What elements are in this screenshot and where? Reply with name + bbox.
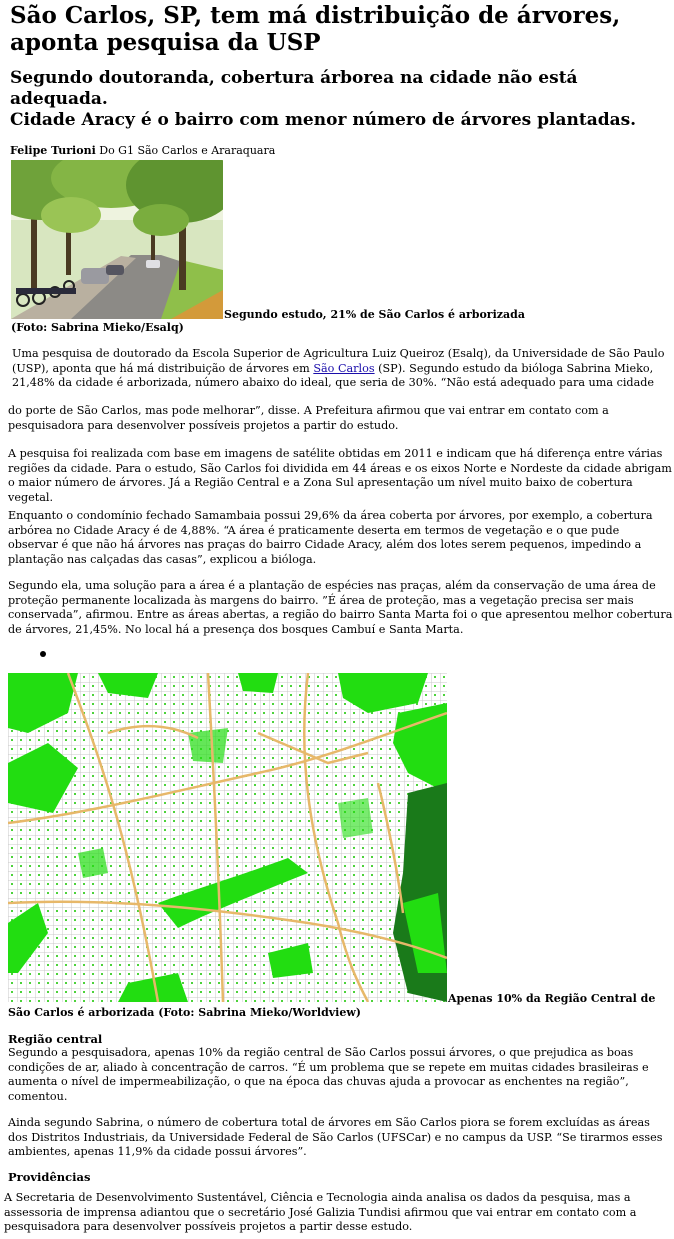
paragraph-8: A Secretaria de Desenvolvimento Sustentável, Ciência e Tecnologia ainda analisa os dados da pesquisa, mas a assessoria de imprensa adiantou que o secretário José Galizia Tundisi afirmou que vai entrar em contato com a pesquisadora para desenvolver possíveis projetos a partir desse estudo. xyxy=(4,1191,637,1233)
paragraph-5: Segundo ela, uma solução para a área é a plantação de espécies nas praças, além da conservação de uma área de proteção permanente localizada às margens do bairro. ”É área de proteção, mas a vegetação precisa ser mais conservada”, afirmou. Entre as áreas abertas, a região do bairro Santa Marta foi o que apresentou melhor cobertura de árvores, 21,45%. No local há a presença dos bosques Cambuí e Santa Marta. xyxy=(8,579,673,636)
paragraph-4: Enquanto o condomínio fechado Samambaia possui 29,6% da área coberta por árvores, por exemplo, a cobertura arbórea no Cidade Aracy é de 4,88%. “A área é praticamente deserta em termos de vegetação e o que pude observar é que não há árvores nas praças do bairro Cidade Aracy, além dos lotes serem pequenos, impedindo a plantação nas calçadas das casas”, explicou a bióloga. xyxy=(8,509,653,566)
sao-carlos-link[interactable]: São Carlos xyxy=(313,361,375,375)
author-name: Felipe Turioni xyxy=(10,144,96,157)
article-title: São Carlos, SP, tem má distribuição de árvores, aponta pesquisa da USP xyxy=(10,2,621,56)
subtitle-line-1: Segundo doutoranda, cobertura árborea na cidade não está adequada. xyxy=(10,68,578,109)
list-bullet xyxy=(40,651,46,657)
map-caption-line-2: São Carlos é arborizada (Foto: Sabrina Mieko/Worldview) xyxy=(8,1006,362,1019)
subtitle-line-2: Cidade Aracy é o bairro com menor número de árvores plantadas. xyxy=(10,110,637,130)
street-trees-photo xyxy=(11,160,223,319)
paragraph-3: A pesquisa foi realizada com base em imagens de satélite obtidas em 2011 e indicam que há diferença entre várias regiões da cidade. Para o estudo, São Carlos foi dividida em 44 áreas e os eixos Norte e Nordeste da cidade abrigam o maior número de árvores. Já a Região Central e a Zona Sul apresentação um nível muito baixo de cobertura vegetal. xyxy=(8,447,672,504)
byline xyxy=(10,144,275,158)
p1-text-b: (SP). Segundo estudo da bióloga Sabrina Mieko, 21,48% da cidade é arborizada, número abaixo do ideal, que seria de 30%. “Não está adequado para uma cidade xyxy=(12,361,655,389)
photo-caption-line-1: Segundo estudo, 21% de São Carlos é arborizada xyxy=(224,308,525,321)
photo-caption-line-2: (Foto: Sabrina Mieko/Esalq) xyxy=(11,321,184,334)
paragraph-7: Ainda segundo Sabrina, o número de cobertura total de árvores em São Carlos piora se forem excluídas as áreas dos Distritos Industriais, da Universidade Federal de São Carlos (UFSCar) e no campus da USP. “Se tirarmos esses ambientes, apenas 11,9% da cidade possui árvores”. xyxy=(8,1116,663,1158)
article-subtitle xyxy=(10,68,660,131)
section-title-providencias: Providências xyxy=(8,1170,91,1184)
paragraph-2: do porte de São Carlos, mas pode melhorar”, disse. A Prefeitura afirmou que vai entrar em contato com a pesquisadora para desenvolver possíveis projetos a partir do estudo. xyxy=(8,404,609,432)
map-caption-line-1: Apenas 10% da Região Central de xyxy=(448,992,656,1005)
p1-text-a: Uma pesquisa de doutorado da Escola Superior de Agricultura Luiz Queiroz (Esalq), da Universidade de São Paulo (USP), aponta que há má distribuição de árvores em xyxy=(12,347,665,375)
section-title-regiao-central: Região central xyxy=(8,1032,103,1046)
paragraph-1 xyxy=(12,347,672,391)
tree-coverage-map xyxy=(8,673,447,1002)
paragraph-6: Segundo a pesquisadora, apenas 10% da região central de São Carlos possui árvores, o que prejudica as boas condições de ar, aliado à concentração de carros. “É um problema que se repete em muitas cidades brasileiras e aumenta o nível de impermeabilização, o que na época das chuvas ajuda a provocar as enchentes na região”, comentou. xyxy=(8,1046,649,1103)
byline-source: Do G1 São Carlos e Araraquara xyxy=(95,144,276,157)
